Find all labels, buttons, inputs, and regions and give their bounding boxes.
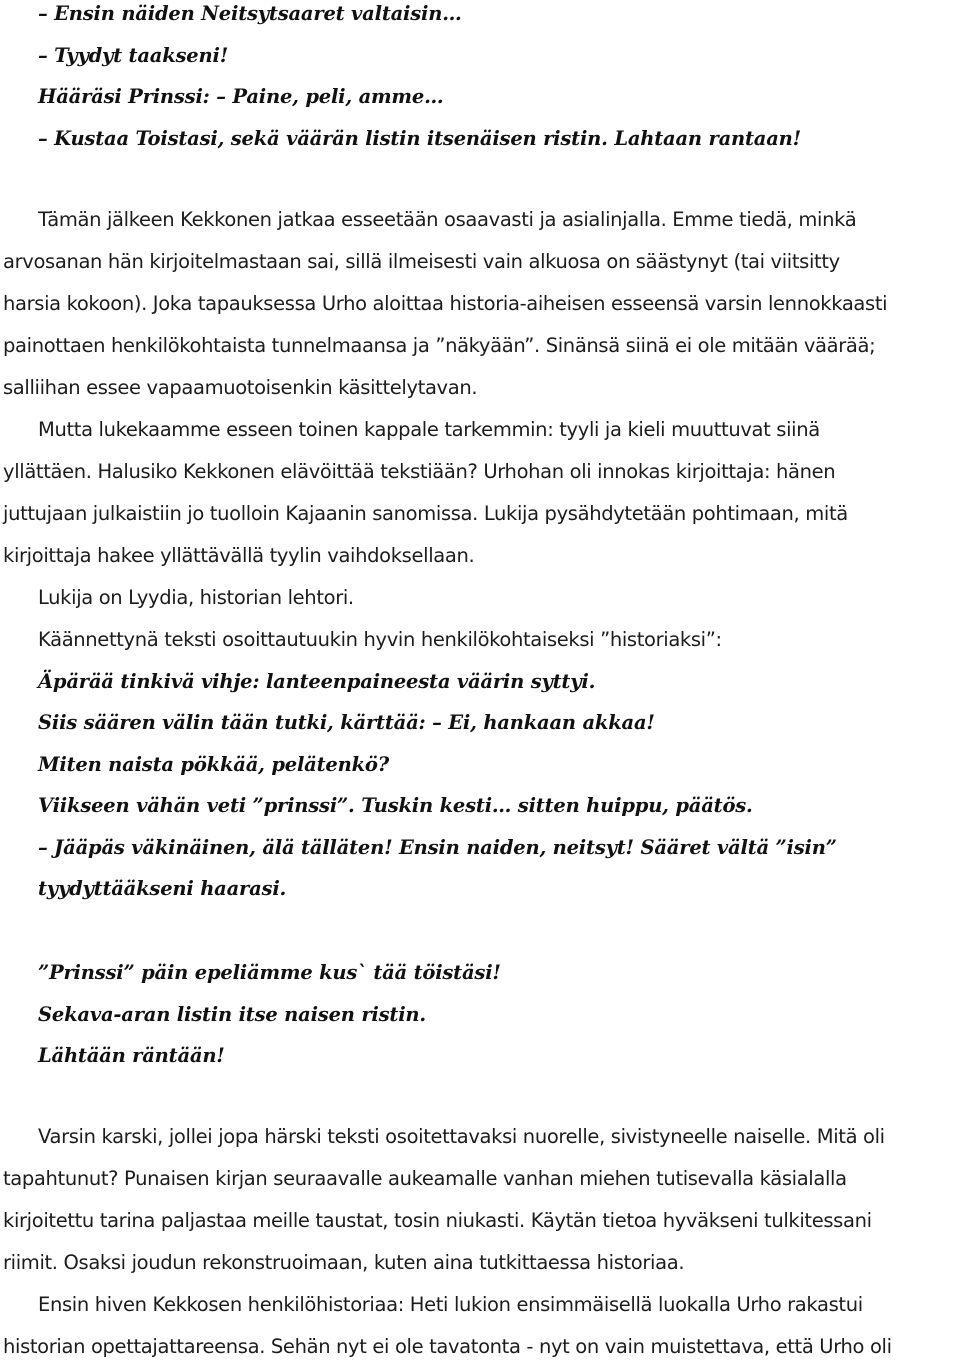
text-line: Mutta lukekaamme esseen toinen kappale tarkemmin: tyyli ja kieli muuttuvat siinä [38,418,820,441]
text-line: salliihan essee vapaamuotoisenkin käsittelytavan. [3,376,478,399]
text-line: historian opettajattareensa. Sehän nyt ei ole tavatonta - nyt on vain muistettava, että Urho oli [3,1335,892,1358]
text-line: – Ensin näiden Neitsytsaaret valtaisin… [38,2,462,25]
text-line: Käännettynä teksti osoittautuukin hyvin henkilökohtaiseksi ”historiaksi”: [38,628,722,651]
text-line: Sekava-aran listin itse naisen ristin. [38,1003,426,1026]
text-line: Miten naista pökkää, pelätenkö? [38,753,389,776]
text-line: kirjoittaja hakee yllättävällä tyylin vaihdoksellaan. [3,544,475,567]
text-line: riimit. Osaksi joudun rekonstruoimaan, kuten aina tutkittaessa historiaa. [3,1251,685,1274]
text-line: tyydyttääkseni haarasi. [38,877,287,900]
text-line: Viikseen vähän veti ”prinssi”. Tuskin kesti… sitten huippu, päätös. [38,794,753,817]
text-line: kirjoitettu tarina paljastaa meille taustat, tosin niukasti. Käytän tietoa hyväkseni tulkitessani [3,1209,872,1232]
text-line: Varsin karski, jollei jopa härski teksti osoitettavaksi nuorelle, sivistyneelle naiselle. Mitä oli [38,1125,885,1148]
text-line: Siis säären välin tään tutki, kärttää: – Ei, hankaan akkaa! [38,711,655,734]
text-line: arvosanan hän kirjoitelmastaan sai, sillä ilmeisesti vain alkuosa on säästynyt (tai viitsitty [3,250,840,273]
text-line: Lähtään räntään! [38,1044,225,1067]
text-line: Ensin hiven Kekkosen henkilöhistoriaa: Heti lukion ensimmäisellä luokalla Urho rakastui [38,1293,863,1316]
text-line: yllättäen. Halusiko Kekkonen elävöittää tekstiään? Urhohan oli innokas kirjoittaja: hänen [3,460,836,483]
text-line: juttujaan julkaistiin jo tuolloin Kajaanin sanomissa. Lukija pysähdytetään pohtimaan, mitä [3,502,848,525]
text-line: harsia kokoon). Joka tapauksessa Urho aloittaa historia-aiheisen esseensä varsin lennokkaasti [3,292,888,315]
text-line: – Jääpäs väkinäinen, älä tälläten! Ensin naiden, neitsyt! Sääret vältä ”isin” [38,836,837,859]
text-line: Lukija on Lyydia, historian lehtori. [38,586,354,609]
text-line: painottaen henkilökohtaista tunnelmaansa ja ”näkyään”. Sinänsä siinä ei ole mitään väärää; [3,334,876,357]
text-line: tapahtunut? Punaisen kirjan seuraavalle aukeamalle vanhan miehen tutisevalla käsialalla [3,1167,847,1190]
text-line: – Kustaa Toistasi, sekä väärän listin itsenäisen ristin. Lahtaan rantaan! [38,127,801,150]
text-line: – Tyydyt taakseni! [38,44,229,67]
text-line: ”Prinssi” päin epeliämme kus` tää töistäsi! [38,961,501,984]
text-line: Äpärää tinkivä vihje: lanteenpaineesta väärin syttyi. [38,670,596,693]
text-line: Hääräsi Prinssi: – Paine, peli, amme… [38,85,444,108]
text-line: Tämän jälkeen Kekkonen jatkaa esseetään osaavasti ja asialinjalla. Emme tiedä, minkä [38,208,857,231]
